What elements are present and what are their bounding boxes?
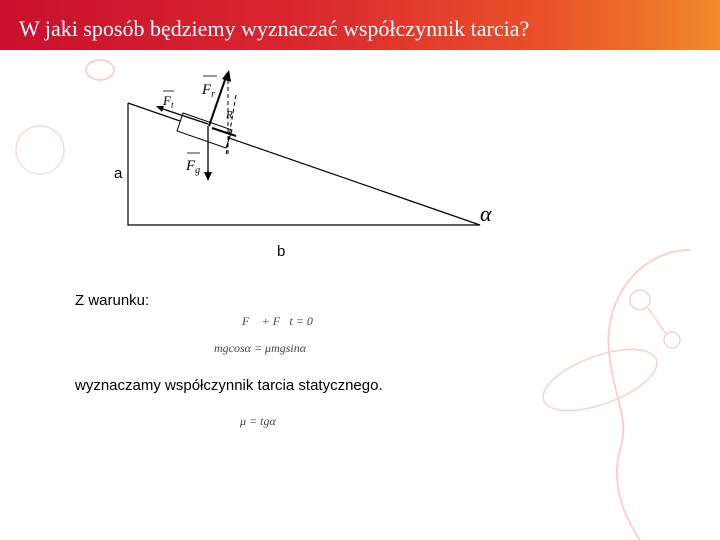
angle-label: α xyxy=(480,201,492,226)
block xyxy=(177,113,232,148)
formula-result: μ = tgα xyxy=(240,414,276,428)
conclusion-text: wyznaczamy współczynnik tarcia statycznego. xyxy=(75,377,383,394)
gravity-label: $F_g$ xyxy=(186,158,201,176)
label-a: a xyxy=(114,165,123,182)
normal-label: R xyxy=(226,109,233,121)
label-b: b xyxy=(277,243,286,260)
condition-intro: Z warunku: xyxy=(75,292,150,309)
slide-title: W jaki sposób będziemy wyznaczać współczynnik tarcia? xyxy=(19,16,530,41)
formula-vector: F⃗ + F⃗t = 0 xyxy=(242,314,313,328)
reaction-label: $F_r$ xyxy=(202,82,216,100)
friction-label: $F_t$ xyxy=(163,93,174,110)
reaction-arrowhead xyxy=(222,70,231,82)
formula-equation: mgcosα = μmgsinα xyxy=(214,341,307,355)
reaction-vector xyxy=(209,74,227,126)
gravity-arrowhead xyxy=(204,172,212,181)
